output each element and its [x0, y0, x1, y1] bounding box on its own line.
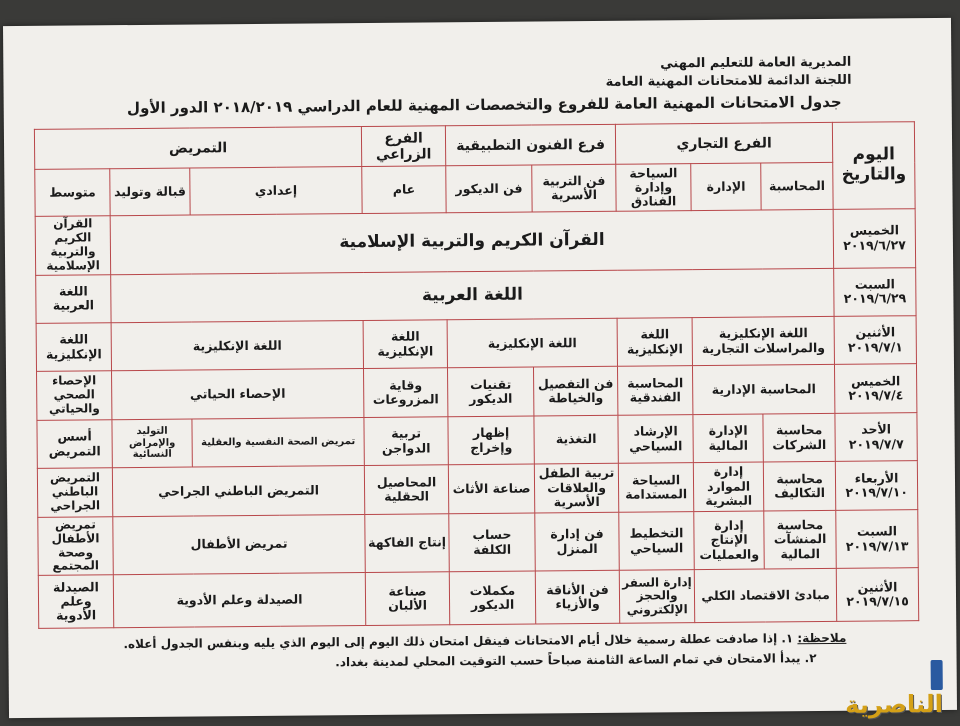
nursing-branch-header: التمريض [34, 127, 361, 170]
exam-cell: تمريض الأطفال [113, 514, 366, 575]
table-row [37, 413, 917, 469]
exam-cell: تمريض الأطفال وصحة المجتمع [38, 516, 114, 575]
exam-cell: اللغة العربية [36, 274, 111, 323]
exam-cell: إدارة الإنتاج والعمليات [694, 511, 765, 570]
exam-cell: تقنيات الديكور [448, 367, 534, 416]
exam-cell: المحاصيل الحقلية [364, 465, 448, 514]
exam-schedule-table [34, 121, 919, 629]
exam-cell: الإحصاء الصحي والحياتي [37, 371, 112, 420]
exam-cell: صناعة الألبان [365, 572, 449, 625]
exam-cell: المحاسبة الإدارية [693, 365, 835, 415]
spec-management: الإدارة [691, 163, 761, 210]
day-cell: الأثنين ٢٠١٩/٧/١٥ [836, 568, 918, 621]
spec-general: عام [362, 166, 446, 213]
day-cell: السبت ٢٠١٩/٧/١٣ [836, 509, 919, 568]
exam-cell: اللغة العربية [111, 268, 834, 323]
exam-cell: الصيدلة وعلم الأدوية [113, 573, 365, 628]
exam-cell: فن التفصيل والخياطة [534, 367, 618, 416]
exam-cell: محاسبة التكاليف [763, 462, 835, 511]
exam-cell: اللغة الإنكليزية والمراسلات التجارية [692, 316, 834, 366]
spec-family-ed: فن التربية الأسرية [532, 165, 616, 212]
commercial-branch-header: الفرع التجاري [615, 122, 832, 164]
exam-cell: صناعة الأثاث [448, 464, 534, 513]
exam-cell: القرآن الكريم والتربية الإسلامية [110, 209, 834, 274]
exam-cell: أسس التمريض [37, 420, 112, 469]
table-row [37, 461, 917, 517]
exam-cell: التمريض الباطني الجراحي [112, 466, 364, 517]
note-1 [123, 631, 846, 651]
spec-midwifery: قبالة وتوليد [110, 168, 190, 215]
table-row [36, 316, 916, 372]
committee-title: اللجنة الدائمة للامتحانات المهنية العامة [605, 72, 852, 90]
exam-cell: إظهار وإخراج [448, 416, 534, 465]
exam-cell: حساب الكلفة [449, 513, 536, 572]
day-cell: الأثنين ٢٠١٩/٧/١ [834, 316, 916, 365]
exam-cell: مكملات الديكور [449, 571, 535, 624]
logo-icon [931, 660, 943, 690]
watermark-logo [833, 660, 944, 719]
exam-cell: وقاية المزروعات [364, 368, 448, 417]
exam-cell: الإحصاء الحياتي [112, 369, 364, 420]
exam-cell: إدارة الموارد البشرية [693, 462, 763, 511]
exam-cell: المحاسبة الفندقية [618, 366, 693, 415]
exam-cell: فن الأناقة والأزياء [535, 571, 619, 624]
exam-cell: اللغة الإنكليزية [617, 318, 692, 367]
specialty-header-row [35, 162, 915, 216]
directorate-title: المديرية العامة للتعليم المهني [660, 54, 852, 72]
exam-cell: اللغة الإنكليزية [447, 318, 617, 368]
exam-schedule-paper [3, 18, 957, 718]
exam-cell: اللغة الإنكليزية [111, 321, 363, 372]
exam-cell: إدارة السفر والحجز الإلكتروني [619, 570, 694, 623]
table-row [38, 568, 919, 628]
day-cell: الخميس ٢٠١٩/٦/٢٧ [833, 209, 916, 268]
note-2: ٢. يبدأ الامتحان في تمام الساعة الثامنة صباحاً حسب التوقيت المحلي لمدينة بغداد. [335, 651, 817, 670]
exam-cell: القرآن الكريم والتربية الإسلامية [35, 216, 111, 275]
exam-cell: محاسبة المنشآت المالية [764, 510, 837, 569]
table-row [37, 364, 917, 420]
exam-cell: التمريض الباطني الجراحي [37, 468, 112, 517]
note-label: ملاحظة: [797, 630, 847, 646]
day-date-header: اليوم والتاريخ [832, 122, 915, 210]
exam-cell: السياحة المستدامة [618, 463, 693, 512]
exam-cell: التوليد والإمراض النسائية [112, 419, 192, 468]
exam-cell: فن إدارة المنزل [535, 512, 620, 571]
exam-cell: مبادئ الاقتصاد الكلي [694, 569, 836, 623]
exam-cell: الإدارة المالية [693, 414, 763, 463]
spec-accounting: المحاسبة [761, 163, 833, 210]
exam-cell: التغذية [534, 415, 618, 464]
table-row [35, 209, 916, 275]
spec-preparatory: إعدادي [190, 167, 362, 215]
exam-cell: اللغة الإنكليزية [36, 323, 111, 372]
table-row [36, 267, 916, 323]
exam-cell: تربية الدواجن [364, 417, 448, 466]
agricultural-branch-header: الفرع الزراعي [361, 126, 445, 167]
exam-cell: اللغة الإنكليزية [363, 320, 447, 369]
day-cell: الأربعاء ٢٠١٩/٧/١٠ [835, 461, 917, 510]
watermark-text: الناصرية [845, 689, 944, 719]
spec-decor: فن الديكور [446, 165, 532, 212]
exam-cell: الإرشاد السياحي [618, 415, 693, 464]
exam-cell: محاسبة الشركات [763, 413, 835, 462]
day-cell: الخميس ٢٠١٩/٧/٤ [835, 364, 917, 413]
exam-cell: تربية الطفل والعلاقات الأسرية [534, 464, 618, 513]
day-cell: السبت ٢٠١٩/٦/٢٩ [834, 267, 916, 316]
exam-cell: التخطيط السياحي [619, 511, 695, 570]
spec-intermediate: متوسط [35, 169, 110, 216]
day-cell: الأحد ٢٠١٩/٧/٧ [835, 413, 917, 462]
exam-cell: إنتاج الفاكهة [365, 513, 450, 572]
exam-cell: الصيدلة وعلم الأدوية [38, 575, 114, 628]
exam-cell: تمريض الصحة النفسية والعقلية [192, 417, 364, 467]
spec-tourism: السياحة وإدارة الفنادق [616, 164, 691, 211]
schedule-title: جدول الامتحانات المهنية العامة للفروع والتخصصات المهنية للعام الدراسي ٢٠١٨/٢٠١٩ الدور الأول [126, 92, 842, 118]
applied-arts-branch-header: فرع الفنون التطبيقية [445, 124, 615, 166]
table-row [38, 509, 919, 575]
note-1-text: ١. إذا صادفت عطلة رسمية خلال أيام الامتحانات فينقل امتحان ذلك اليوم إلى اليوم الذي يليه وبنفس الجدول أعلاه. [123, 631, 794, 652]
